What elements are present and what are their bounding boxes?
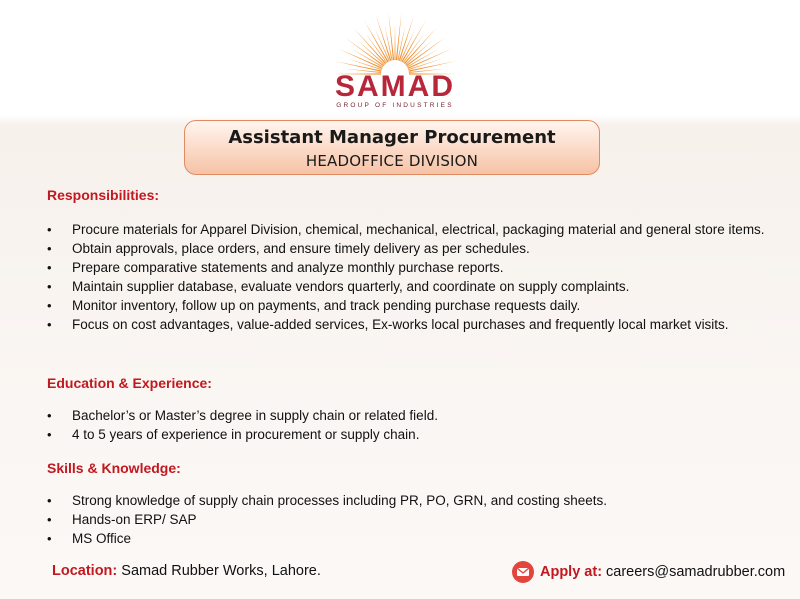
list-item: • Obtain approvals, place orders, and ensure timely delivery as per schedules. [47, 242, 792, 255]
logo-tagline: GROUP OF INDUSTRIES [336, 102, 454, 109]
skills-heading: Skills & Knowledge: [47, 460, 181, 476]
list-item: • Focus on cost advantages, value-added services, Ex-works local purchases and frequently local market visits. [47, 318, 792, 331]
company-logo [300, 6, 500, 110]
apply-email[interactable]: careers@samadrubber.com [606, 564, 786, 580]
list-item: • Strong knowledge of supply chain processes including PR, PO, GRN, and costing sheets. [47, 494, 792, 507]
logo-wordmark: SAMAD [335, 70, 455, 103]
location-line [52, 563, 321, 579]
mail-icon [512, 561, 534, 583]
education-list [47, 409, 792, 447]
list-item: • Monitor inventory, follow up on payments, and track pending purchase requests daily. [47, 299, 792, 312]
list-item: • Prepare comparative statements and analyze monthly purchase reports. [47, 261, 792, 274]
location-label: Location: [52, 563, 118, 579]
education-heading: Education & Experience: [47, 375, 212, 391]
job-title: Assistant Manager Procurement [228, 127, 556, 148]
list-item: • Bachelor’s or Master’s degree in supply chain or related field. [47, 409, 792, 422]
list-item: • 4 to 5 years of experience in procurement or supply chain. [47, 428, 792, 441]
list-item: • Maintain supplier database, evaluate vendors quarterly, and coordinate on supply complaints. [47, 280, 792, 293]
location-value: Samad Rubber Works, Lahore. [121, 563, 321, 579]
job-title-banner [184, 120, 600, 175]
apply-label: Apply at: [540, 564, 603, 580]
apply-line [512, 561, 785, 583]
skills-list [47, 494, 792, 551]
list-item: • Hands-on ERP/ SAP [47, 513, 792, 526]
responsibilities-heading: Responsibilities: [47, 187, 160, 203]
list-item: • MS Office [47, 532, 792, 545]
responsibilities-list [47, 223, 792, 337]
job-division: HEADOFFICE DIVISION [305, 152, 479, 170]
list-item: • Procure materials for Apparel Division, chemical, mechanical, electrical, packaging material and general store items. [47, 223, 792, 236]
